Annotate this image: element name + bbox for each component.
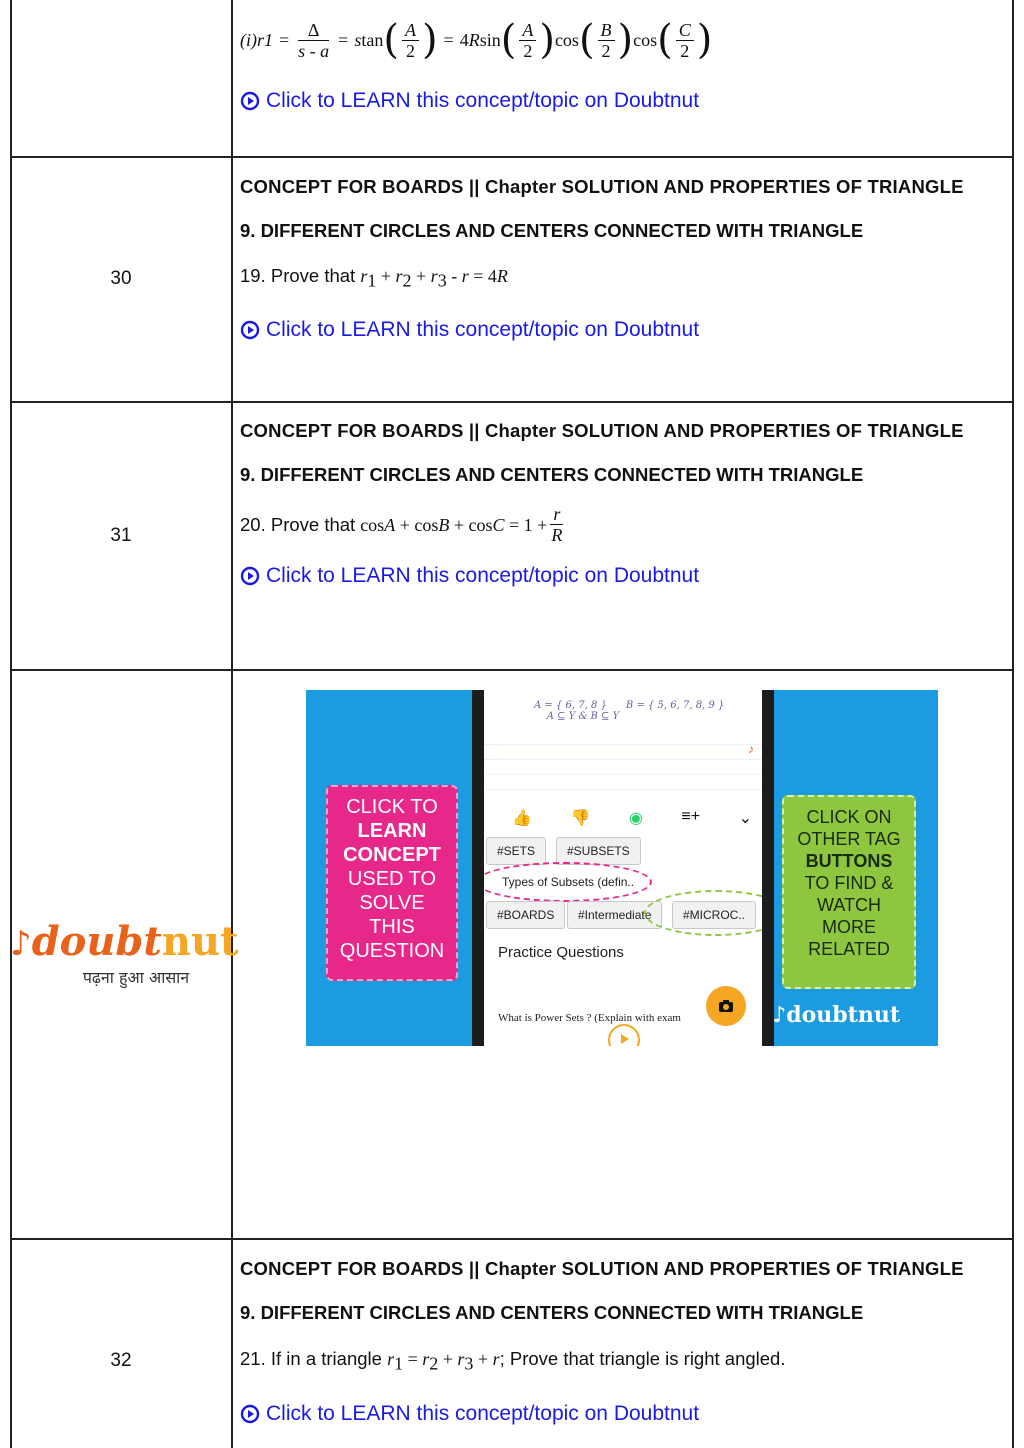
question-text: 19. Prove that $r_1 + r_2 + r_3 - r = 4R$: [240, 265, 508, 291]
chevron-down-icon[interactable]: ⌄: [738, 810, 752, 827]
learn-link[interactable]: Click to LEARN this concept/topic on Doubtnut: [240, 88, 982, 114]
row-divider: [10, 1238, 1013, 1240]
camera-button[interactable]: [706, 986, 746, 1026]
ad-banner[interactable]: [306, 690, 938, 1046]
learn-link[interactable]: Click to LEARN this concept/topic on Doubtnut: [240, 1401, 982, 1427]
learn-concept-callout: CLICK TO LEARN CONCEPT USED TO SOLVE THIS QUESTION: [326, 785, 458, 981]
row-number: 32: [110, 1350, 132, 1371]
logo-tagline: पढ़ना हुआ आसान: [82, 968, 190, 987]
row-divider: [10, 156, 1013, 158]
whatsapp-icon[interactable]: ◉: [628, 810, 643, 827]
notebook-lines: [484, 730, 762, 790]
learn-link[interactable]: Click to LEARN this concept/topic on Doubtnut: [240, 563, 982, 589]
concept-heading: CONCEPT FOR BOARDS || Chapter SOLUTION AND PROPERTIES OF TRIANGLE: [240, 1258, 964, 1279]
action-bar: [512, 808, 752, 828]
thumbs-up-icon[interactable]: 👍: [512, 810, 532, 827]
row-divider: [10, 669, 1013, 671]
section-heading: 9. DIFFERENT CIRCLES AND CENTERS CONNECTED WITH TRIANGLE: [240, 220, 864, 241]
formula-row: [240, 12, 982, 114]
row-number: 30: [110, 268, 132, 289]
phone-screen: [484, 690, 762, 1046]
formula-r1: (i)r 1 = $\frac{\Delta}{s - a}$ = s tan ( $\frac{A}{2}$ ) = 4 R sin ( $\frac{A}{2}$ ) cos ( $\frac{B}{2}$ ) cos ( $\frac{C}{2}$ ): [240, 17, 713, 63]
concept-heading: CONCEPT FOR BOARDS || Chapter SOLUTION AND PROPERTIES OF TRIANGLE: [240, 176, 964, 197]
question-cell: [240, 420, 982, 589]
doubtnut-logo: ♪doubtnut पढ़ना हुआ आसान: [10, 918, 239, 987]
brand-mini-icon: ♪: [748, 742, 754, 756]
row-divider: [10, 401, 1013, 403]
play-circle-icon: [240, 566, 260, 586]
highlight-ellipse: [484, 862, 652, 902]
section-heading: 9. DIFFERENT CIRCLES AND CENTERS CONNECTED WITH TRIANGLE: [240, 1302, 864, 1323]
play-circle-icon[interactable]: [608, 1024, 640, 1046]
question-text: 20. Prove that cosA + cosB + cosC = 1 + $\frac{r}{R}$: [240, 504, 563, 545]
table-border-left: [10, 0, 12, 1448]
play-circle-icon: [240, 1404, 260, 1424]
table-border-right: [1012, 0, 1014, 1448]
play-circle-icon: [240, 320, 260, 340]
doubtnut-note-icon: ♪: [10, 924, 32, 964]
highlight-ellipse: [644, 890, 762, 936]
tag-subsets[interactable]: #SUBSETS: [556, 837, 641, 865]
tag-types-of-subsets[interactable]: Types of Subsets (defin..: [492, 869, 644, 895]
question-cell: [240, 176, 982, 343]
tag-boards[interactable]: #BOARDS: [486, 901, 565, 929]
phone-mockup: [472, 690, 774, 1046]
other-tags-callout: CLICK ON OTHER TAG BUTTONS TO FIND & WATCH MORE RELATED: [782, 795, 916, 989]
tag-sets[interactable]: #SETS: [486, 837, 546, 865]
camera-icon: [718, 999, 734, 1013]
learn-link[interactable]: Click to LEARN this concept/topic on Doubtnut: [240, 317, 982, 343]
play-circle-icon: [240, 91, 260, 111]
concept-heading: CONCEPT FOR BOARDS || Chapter SOLUTION AND PROPERTIES OF TRIANGLE: [240, 420, 964, 441]
section-heading: 9. DIFFERENT CIRCLES AND CENTERS CONNECTED WITH TRIANGLE: [240, 464, 864, 485]
practice-title: Practice Questions: [498, 944, 624, 961]
ad-brand-logo: ♪doubtnut: [772, 1002, 900, 1028]
table-divider: [231, 0, 233, 1448]
tag-microc[interactable]: #MICROC..: [672, 901, 756, 929]
question-cell: [240, 1258, 982, 1427]
thumbs-down-icon[interactable]: 👎: [570, 810, 591, 827]
tag-intermediate[interactable]: #Intermediate: [567, 901, 662, 929]
practice-question[interactable]: What is Power Sets ? (Explain with exam: [498, 1012, 681, 1024]
question-text: 21. If in a triangle $r_1 = r_2 + r_3 + r$; Prove that triangle is right angled.: [240, 1348, 786, 1374]
playlist-add-icon[interactable]: ≡+: [681, 808, 701, 825]
row-number: 31: [110, 525, 132, 546]
doubtnut-note-icon: ♪: [772, 1002, 787, 1028]
handwriting-scribble: A = { 6, 7, 8 } B = { 5, 6, 7, 8, 9 } A ⊆ Y & B ⊆ Y: [534, 700, 725, 722]
